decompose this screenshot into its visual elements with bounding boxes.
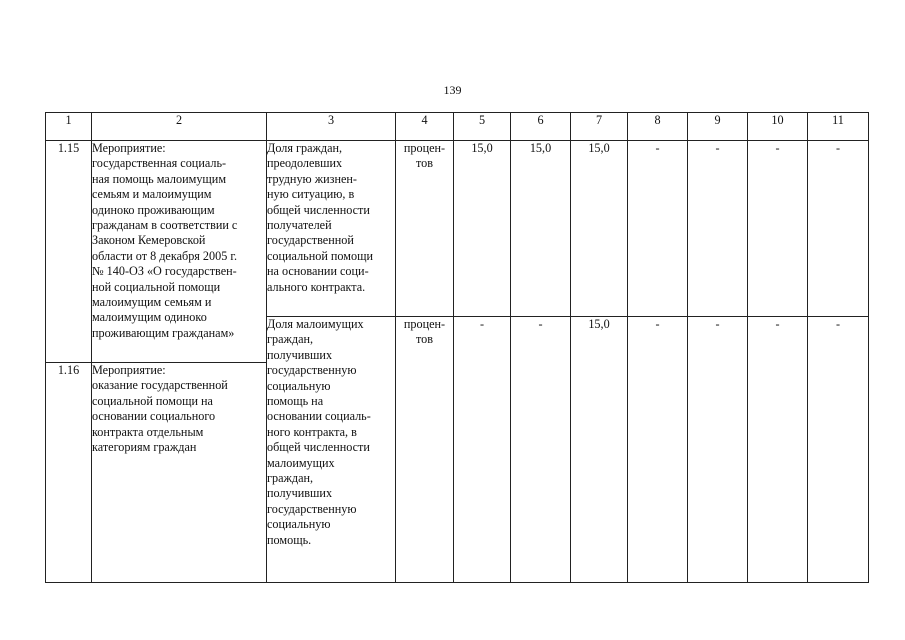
value-cell: -	[808, 141, 869, 317]
indicator-unit: процен- тов	[396, 317, 454, 583]
value-cell: -	[628, 141, 688, 317]
indicator-text: Доля малоимущих граждан, получивших государственную социальную помощь на основании социаль- ного контракта, в общей численности малоимущих граждан, получивших государственную социальную помощь.	[267, 317, 396, 583]
indicators-table	[45, 112, 869, 583]
header-cell: 3	[267, 113, 396, 141]
header-cell: 9	[688, 113, 748, 141]
table-row	[46, 141, 869, 317]
header-cell: 5	[454, 113, 511, 141]
header-cell: 6	[511, 113, 571, 141]
row-number: 1.15	[46, 141, 92, 363]
header-row	[46, 113, 869, 141]
value-cell: -	[628, 317, 688, 583]
value-cell: 15,0	[454, 141, 511, 317]
value-cell: -	[688, 317, 748, 583]
indicator-text: Доля граждан, преодолевших трудную жизнен- ную ситуацию, в общей численности получателей государственной социальной помощи на основании соци- ального контракта.	[267, 141, 396, 317]
header-cell: 4	[396, 113, 454, 141]
value-cell: 15,0	[571, 141, 628, 317]
header-cell: 2	[92, 113, 267, 141]
value-cell: 15,0	[571, 317, 628, 583]
indicator-unit: процен- тов	[396, 141, 454, 317]
measure-text: Мероприятие: государственная социаль- ная помощь малоимущим семьям и малоимущим одиноко проживающим гражданам в соответствии с Законом Кемеровской области от 8 декабря 2005 г. № 140-ОЗ «О государствен- ной социальной помощи малоимущим семьям и малоимущим одиноко проживающим гражданам»	[92, 141, 267, 363]
header-cell: 10	[748, 113, 808, 141]
value-cell: -	[748, 141, 808, 317]
header-cell: 7	[571, 113, 628, 141]
row-number: 1.16	[46, 363, 92, 583]
header-cell: 1	[46, 113, 92, 141]
value-cell: -	[748, 317, 808, 583]
page-number: 139	[443, 83, 462, 97]
value-cell: 15,0	[511, 141, 571, 317]
value-cell: -	[688, 141, 748, 317]
measure-text: Мероприятие: оказание государственной социальной помощи на основании социального контракта отдельным категориям граждан	[92, 363, 267, 583]
value-cell: -	[511, 317, 571, 583]
value-cell: -	[454, 317, 511, 583]
value-cell: -	[808, 317, 869, 583]
header-cell: 8	[628, 113, 688, 141]
header-cell: 11	[808, 113, 869, 141]
